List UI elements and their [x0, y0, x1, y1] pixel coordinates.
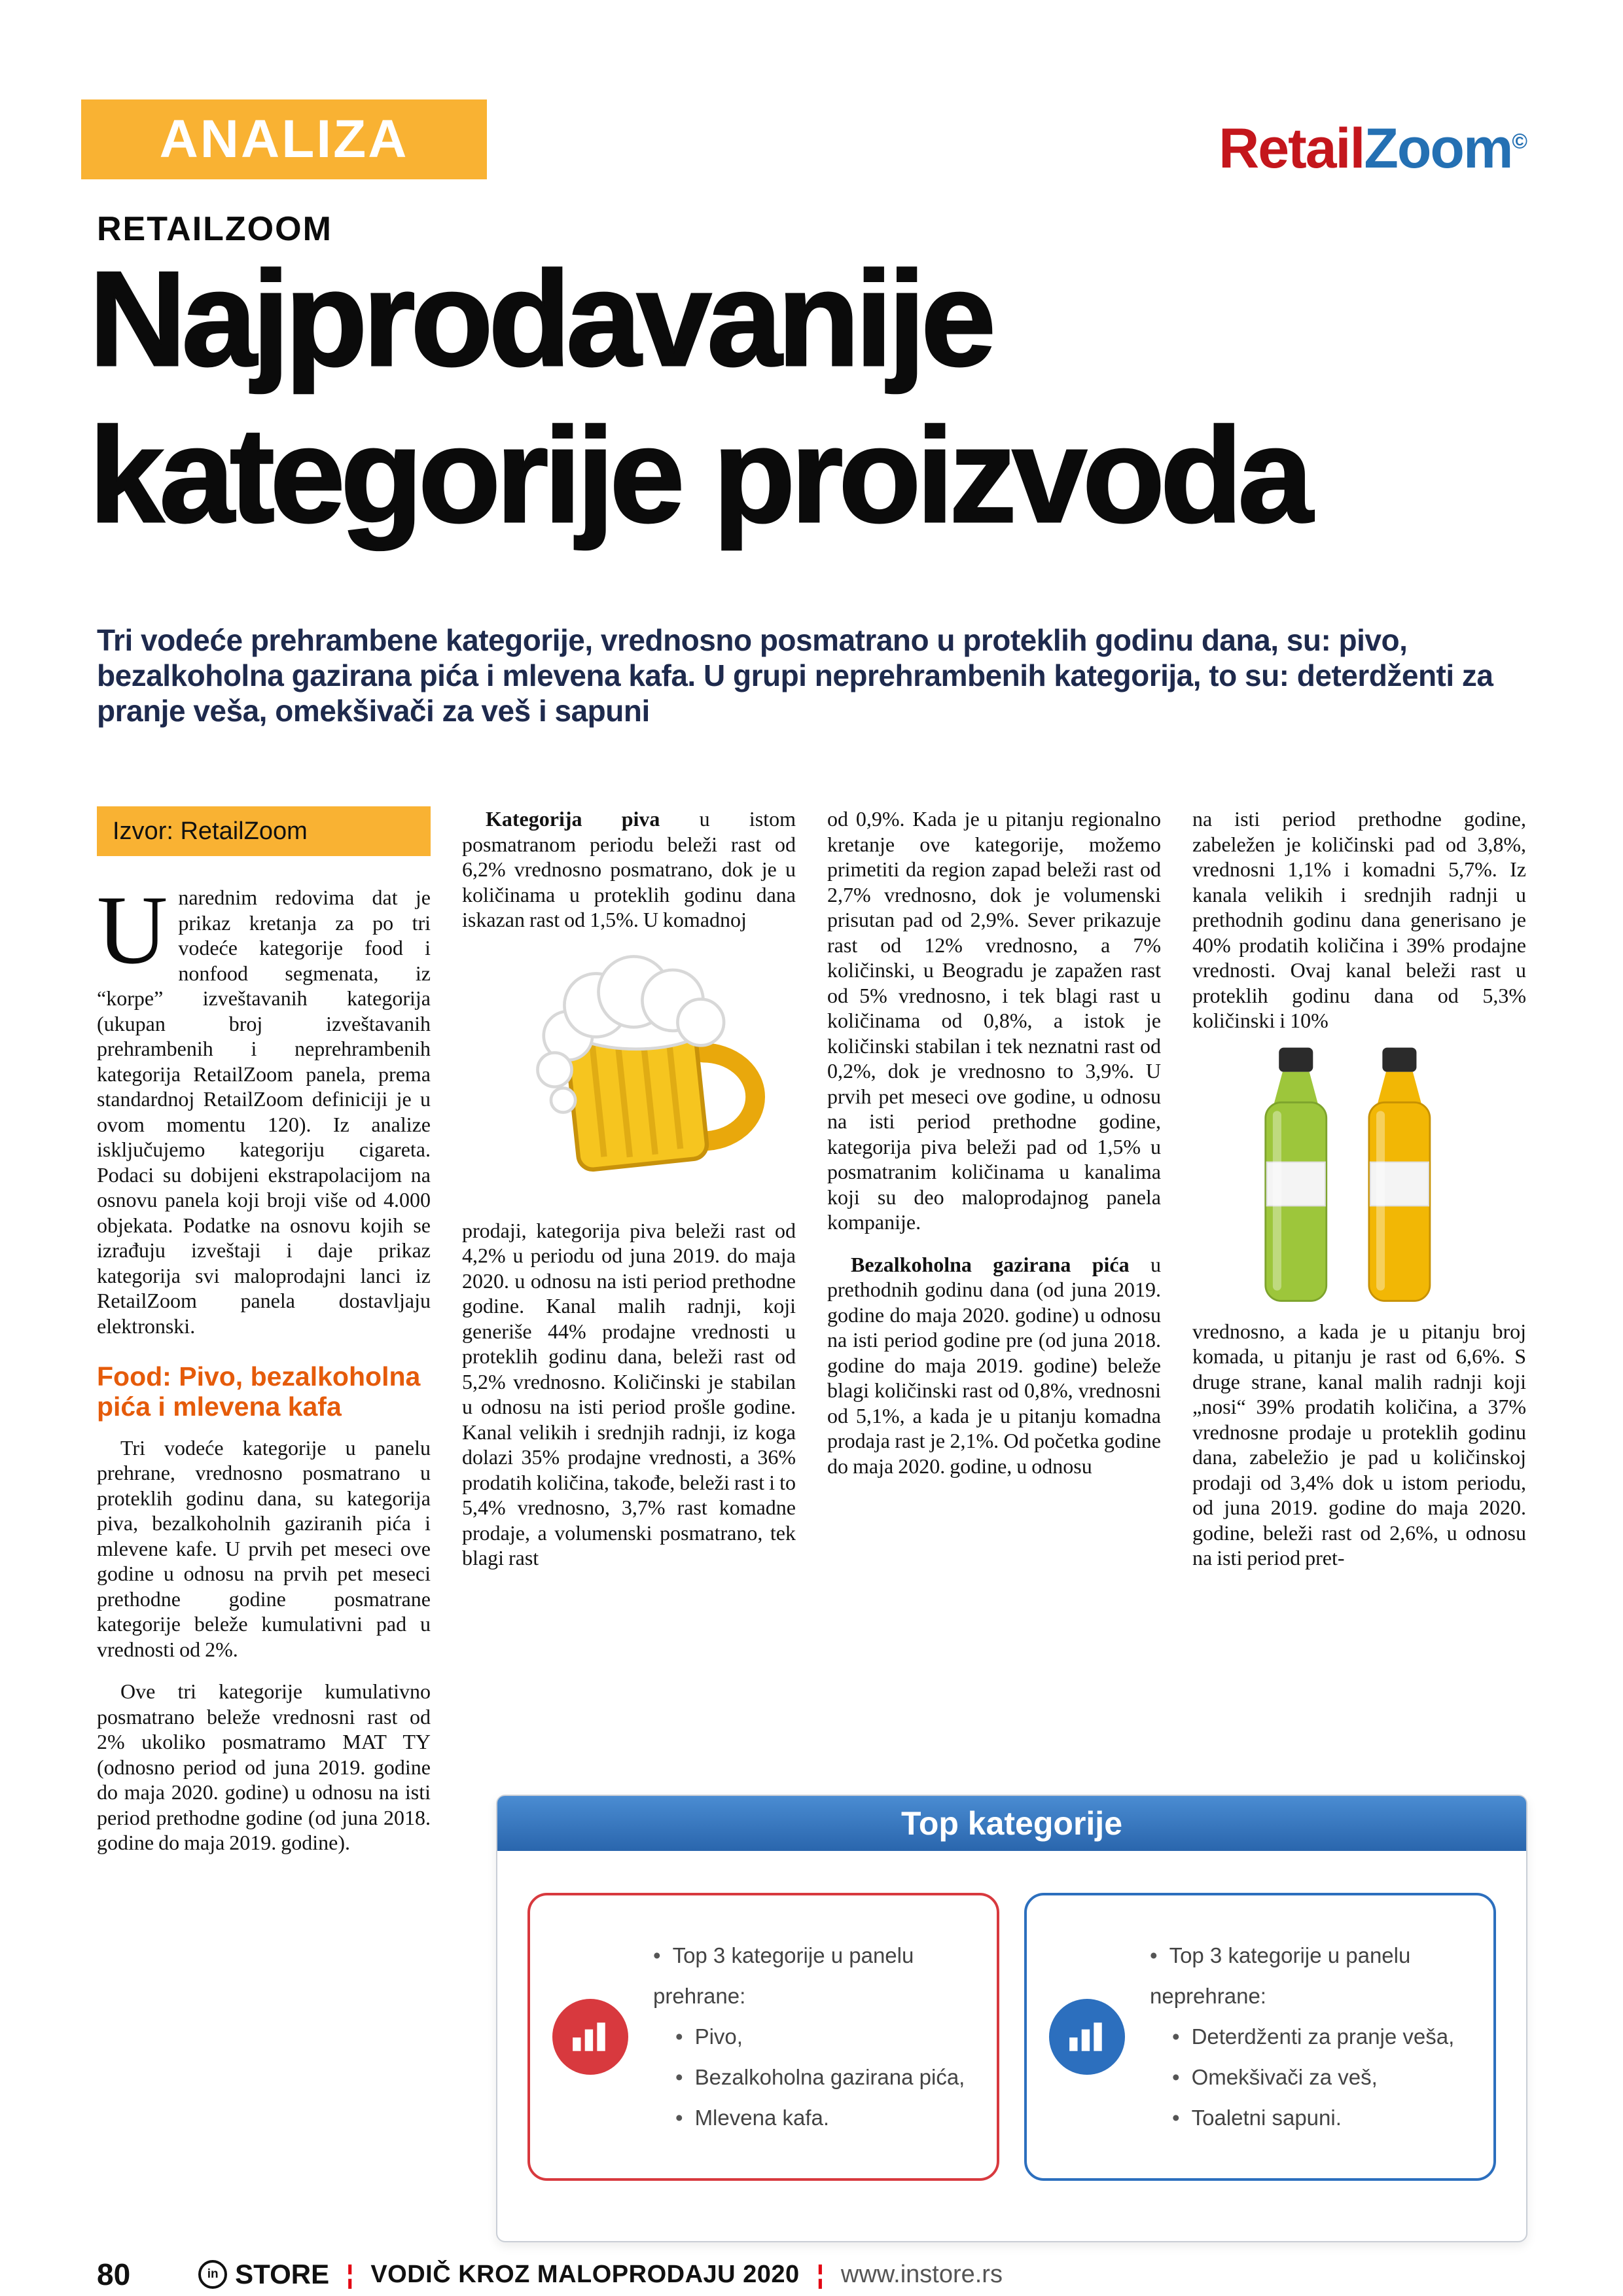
panel-body: [497, 1851, 1526, 2181]
retailzoom-logo: [1219, 117, 1526, 181]
magazine-name: STORE: [235, 2259, 330, 2289]
category-list-title: • Top 3 kategorije u panelu prehrane:: [653, 1935, 974, 2017]
column-4: [1192, 806, 1526, 1779]
headline: [89, 241, 1548, 554]
paragraph-text: u istom posmatranom periodu beleži rast od 6,2% vrednosno posmatrano, dok je u količinama u proteklih godinu dana iskazan rast od 1,5%. U komadnoj: [462, 807, 796, 931]
paragraph-lead-in: Kategorija piva: [486, 807, 660, 831]
column-1: [97, 806, 431, 1856]
retailzoom-logo-zoom: Zoom: [1364, 117, 1512, 180]
body-paragraph: [97, 876, 431, 1338]
section-label: ANALIZA: [159, 109, 409, 169]
bar-chart-icon: [1049, 1999, 1125, 2075]
body-paragraph: od 0,9%. Kada je u pitanju regionalno kretanje ove kategorije, možemo primetiti da region zapad beleži rast od 2,7% vrednosno, dok je volumenski prisutan pad od 2,9%. Sever prikazuje rast od 12% vrednosno, a 7% količinski, u Beogradu je zapažen rast od 5% vrednosno, i tek blagi rast u količinama od 0,8%, a istok je količinski stabilan i tek neznatni rast od 0,2%, dok je vrednosno to 3,9%. U prvih pet meseci ove godine, u odnosu na isti period prethodne godine, kategorija piva beleži pad od 1,5% u posmatranim količinama u kanalima koji su deo maloprodajnog panela kompanije.: [827, 807, 1161, 1234]
retailzoom-logo-retail: Retail: [1219, 117, 1364, 180]
copyright-mark: ©: [1512, 129, 1526, 153]
food-categories-box: [527, 1893, 999, 2181]
category-list-item: • Mlevena kafa.: [653, 2098, 974, 2138]
body-paragraph: vrednosno, a kada je u pitanju broj komada, u pitanju je rast od 6,6%. S druge strane, kanal malih radnji koji „nosi“ 39% prodatih količina, a 37% vrednosne prodaje u proteklih godinu dana, zabeležio je pad u količinskoj prodaji od 3,4% dok u istom periodu, od juna 2019. godine do maja 2020. godine, beleži rast od 2,6%, u odnosu na isti period pret-: [1192, 1319, 1526, 1570]
category-list-title: • Top 3 kategorije u panelu neprehrane:: [1150, 1935, 1471, 2017]
soda-bottles-image: [1192, 1044, 1526, 1306]
body-paragraph: Ove tri kategorije kumulativno posmatrano beleže vrednosni rast od 2% ukoliko posmatramo MAT TY (odnosno period od juna 2019. godine do maja 2020. godine) u odnosu na isti period prethodne godine (od juna 2018. godine do maja 2019. godine).: [97, 1679, 431, 1855]
body-paragraph: Tri vodeće kategorije u panelu prehrane, vrednosno posmatrano u proteklih godinu dana, su kategorija piva, bezalkoholnih gaziranih pića i mlevene kafe. U prvih pet meseci ove godine u odnosu na prvih pet meseci prethodne godine posmatrane kategorije beleže kumulativni pad u vrednosti od 2%.: [97, 1435, 431, 1661]
paragraph-text: narednim redovima dat je prikaz kretanja za po tri vodeće kategorije food i nonfood segmenata, iz “korpe” izveštavanih kategorija (ukupan broj izveštavanih prehrambenih i neprehrambenih kategorija RetailZoom panela, prema standardnoj RetailZoom definiciji je u ovom momentu 120). Iz analize isključujemo kategoriju cigareta. Podaci su dobijeni ekstrapolacijom na osnovu panela koji broji više od 4.000 objekata. Podatke na osnovu kojih se izrađuju izveštaji i daje prikaz kategorija svi maloprodajni lanci iz RetailZoom panela dostavljaju elektronski.: [97, 886, 431, 1338]
nonfood-categories-box: [1024, 1893, 1496, 2181]
category-list-item: • Deterdženti za pranje veša,: [1150, 2017, 1471, 2057]
category-list-item: • Bezalkoholna gazirana pića,: [653, 2057, 974, 2098]
headline-line-2: kategorije proizvoda: [89, 399, 1309, 550]
body-paragraph: [462, 806, 796, 933]
category-list-item: • Omekšivači za veš,: [1150, 2057, 1471, 2098]
bar-chart-icon: [552, 1999, 628, 2075]
store-logo: [198, 2259, 329, 2290]
column-2: [462, 806, 796, 1779]
headline-line-1: Najprodavanije: [89, 243, 991, 394]
page-number: 80: [97, 2257, 131, 2291]
body-paragraph: na isti period prethodne godine, zabeležen je količinski pad od 3,8%, vrednosni 1,1% i komadni 5,7%. Iz kanala velikih i srednjih radnji u prethodnih godinu dana generisano je 40% prodatih količina i 39% prodajne vrednosti. Ovaj kanal beleži rast u proteklih godinu dana od 5,3% količinski i 10%: [1192, 807, 1526, 1032]
nonfood-category-list: [1150, 1935, 1471, 2138]
kicker: RETAILZOOM: [97, 210, 332, 248]
category-list-item: • Toaletni sapuni.: [1150, 2098, 1471, 2138]
paragraph-text: u prethodnih godinu dana (od juna 2019. godine do maja 2020. godine) u odnosu na isti period godine pre (od juna 2018. godine do maja 2019. godine) beleže blagi količinski rast od 0,8%, vrednosni od 5,1%, a kada je u pitanju komadna prodaja rast je 2,1%. Od početka godine do maja 2020. godine, u odnosu: [827, 1252, 1161, 1478]
source-tag: Izvor: RetailZoom: [97, 806, 431, 856]
column-3: [827, 806, 1161, 1779]
body-paragraph: prodaji, kategorija piva beleži rast od 4,2% u periodu od juna 2019. do maja 2020. u odnosu na isti period prethodne godine. Kanal malih radnji, koji generiše 44% prodajne vrednosti u proteklih godinu dana, beleži rast od 5,2% vrednosno. Količinski je stabilan u odnosu na isti period prošle godine. Kanal velikih i srednjih radnji, iz koga dolazi 35% prodajne vrednosti, a 36% prodatih količina, takođe, beleži rast i to 5,4% vrednosno, 3,7% rast komadne prodaje, a volumenski posmatrano, tek blagi rast: [462, 1218, 796, 1570]
article-columns: [97, 806, 1526, 1856]
section-banner: [81, 99, 487, 179]
paragraph-lead-in: Bezalkoholna gazirana pića: [851, 1252, 1130, 1276]
guide-title: VODIČ KROZ MALOPRODAJU 2020: [370, 2260, 800, 2288]
lead-paragraph: Tri vodeće prehrambene kategorije, vrednosno posmatrano u proteklih godinu dana, su: pivo, bezalkoholna gazirana pića i mlevena kafa. U grupi neprehrambenih kategorija, to su: deterdženti za pranje veša, omekšivači za veš i sapuni: [97, 623, 1493, 728]
page-footer: [97, 2257, 1003, 2292]
footer-separator: ¦: [816, 2259, 824, 2289]
website-link[interactable]: www.instore.rs: [840, 2260, 1003, 2288]
body-paragraph: [827, 1252, 1161, 1479]
subhead-food: Food: Pivo, bezalkoholna pića i mlevena kafa: [97, 1361, 421, 1422]
dropcap: U: [97, 876, 168, 984]
panel-title: Top kategorije: [497, 1796, 1526, 1851]
top-categories-panel: [496, 1795, 1527, 2242]
category-list-item: • Pivo,: [653, 2017, 974, 2057]
footer-separator: ¦: [346, 2259, 354, 2289]
beer-mug-image: [462, 943, 796, 1205]
food-category-list: [653, 1935, 974, 2138]
instore-logo-icon: in: [198, 2260, 227, 2289]
